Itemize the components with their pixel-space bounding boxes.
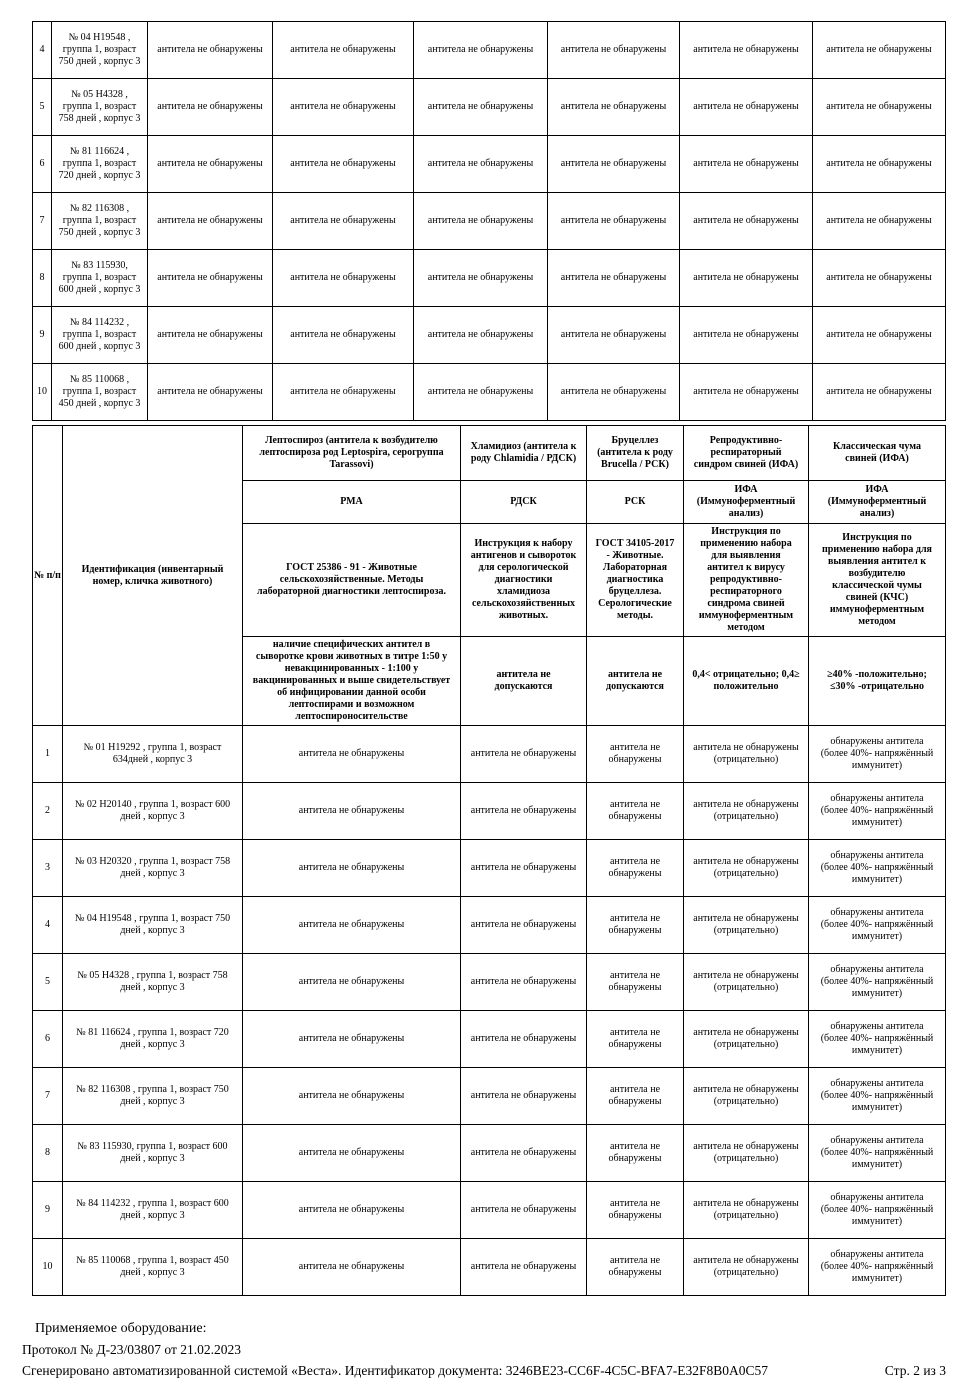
result-cell: антитела не обнаружены [414, 136, 548, 193]
header-num: № п/п [33, 426, 63, 726]
header-standard-cell: Инструкция по применению набора для выявления антител к вирусу репродуктивно-респираторного синдрома свиней иммуноферментным методом [684, 524, 809, 637]
identification-cell: № 82 116308 , группа 1, возраст 750 дней , корпус 3 [52, 193, 148, 250]
identification-cell: № 83 115930, группа 1, возраст 600 дней , корпус 3 [63, 1125, 243, 1182]
result-cell: антитела не обнаружены [813, 22, 946, 79]
result-cell: антитела не обнаружены (отрицательно) [684, 783, 809, 840]
header-standard-cell: Инструкция к набору антигенов и сывороток для серологической диагностики хламидиоза сельскохозяйственных животных. [461, 524, 587, 637]
result-cell: антитела не обнаружены [587, 840, 684, 897]
result-cell: антитела не обнаружены (отрицательно) [684, 1182, 809, 1239]
result-cell: антитела не обнаружены [148, 22, 273, 79]
table-row [33, 1011, 946, 1068]
result-cell: антитела не обнаружены [548, 250, 680, 307]
table-row [33, 783, 946, 840]
result-cell: антитела не обнаружены [461, 897, 587, 954]
result-cell: антитела не обнаружены [680, 364, 813, 421]
result-cell: антитела не обнаружены [243, 1068, 461, 1125]
row-number-cell: 8 [33, 1125, 63, 1182]
identification-cell: № 83 115930, группа 1, возраст 600 дней , корпус 3 [52, 250, 148, 307]
header-criteria-cell: ≥40% -положительно; ≤30% -отрицательно [809, 637, 946, 726]
equipment-label: Применяемое оборудование: [35, 1321, 207, 1336]
result-cell: антитела не обнаружены [680, 79, 813, 136]
result-cell: антитела не обнаружены [587, 897, 684, 954]
result-cell: антитела не обнаружены [273, 364, 414, 421]
identification-cell: № 01 H19292 , группа 1, возраст 634дней , корпус 3 [63, 726, 243, 783]
row-number-cell: 4 [33, 897, 63, 954]
row-number-cell: 5 [33, 79, 52, 136]
result-cell: антитела не обнаружены [680, 250, 813, 307]
result-cell: антитела не обнаружены [461, 726, 587, 783]
result-cell: антитела не обнаружены [680, 22, 813, 79]
header-disease-leptospirosis: Лептоспироз (антитела к возбудителю лептоспироза род Leptospira, серогруппа Tarassovi) [243, 426, 461, 481]
result-cell: антитела не обнаружены [273, 193, 414, 250]
result-cell: антитела не обнаружены [587, 1011, 684, 1068]
result-cell: антитела не обнаружены [414, 22, 548, 79]
identification-cell: № 84 114232 , группа 1, возраст 600 дней , корпус 3 [52, 307, 148, 364]
result-cell: обнаружены антитела (более 40%- напряжённый иммунитет) [809, 1068, 946, 1125]
result-cell: антитела не обнаружены [148, 193, 273, 250]
result-cell: антитела не обнаружены [243, 1011, 461, 1068]
identification-cell: № 84 114232 , группа 1, возраст 600 дней , корпус 3 [63, 1182, 243, 1239]
result-cell: антитела не обнаружены [587, 1068, 684, 1125]
result-cell: антитела не обнаружены [243, 840, 461, 897]
header-criteria-cell: антитела не допускаются [587, 637, 684, 726]
row-number-cell: 3 [33, 840, 63, 897]
row-number-cell: 6 [33, 136, 52, 193]
header-criteria-cell: 0,4< отрицательно; 0,4≥ положительно [684, 637, 809, 726]
header-method-cell: ИФА (Иммуноферментный анализ) [684, 481, 809, 524]
header-disease-chlamydia: Хламидиоз (антитела к роду Chlamidia / РДСК) [461, 426, 587, 481]
continued-results-table [32, 21, 946, 421]
result-cell: антитела не обнаружены [414, 250, 548, 307]
result-cell: антитела не обнаружены [243, 783, 461, 840]
result-cell: антитела не обнаружены [587, 1239, 684, 1296]
header-method-cell: РСК [587, 481, 684, 524]
result-cell: антитела не обнаружены [148, 250, 273, 307]
result-cell: антитела не обнаружены [148, 307, 273, 364]
row-number-cell: 2 [33, 783, 63, 840]
result-cell: антитела не обнаружены [587, 1125, 684, 1182]
identification-cell: № 81 116624 , группа 1, возраст 720 дней , корпус 3 [52, 136, 148, 193]
result-cell: антитела не обнаружены [813, 307, 946, 364]
result-cell: антитела не обнаружены [587, 783, 684, 840]
result-cell: антитела не обнаружены [243, 954, 461, 1011]
result-cell: антитела не обнаружены [243, 897, 461, 954]
identification-cell: № 81 116624 , группа 1, возраст 720 дней , корпус 3 [63, 1011, 243, 1068]
row-number-cell: 6 [33, 1011, 63, 1068]
table-row [33, 193, 946, 250]
result-cell: антитела не обнаружены [813, 79, 946, 136]
table-row [33, 364, 946, 421]
result-cell: обнаружены антитела (более 40%- напряжённый иммунитет) [809, 840, 946, 897]
table-row [33, 136, 946, 193]
header-method-cell: РДСК [461, 481, 587, 524]
row-number-cell: 8 [33, 250, 52, 307]
result-cell: антитела не обнаружены [813, 250, 946, 307]
table-row [33, 1182, 946, 1239]
result-cell: обнаружены антитела (более 40%- напряжённый иммунитет) [809, 1125, 946, 1182]
result-cell: антитела не обнаружены [461, 1125, 587, 1182]
identification-cell: № 05 H4328 , группа 1, возраст 758 дней , корпус 3 [52, 79, 148, 136]
result-cell: антитела не обнаружены [148, 136, 273, 193]
result-cell: антитела не обнаружены (отрицательно) [684, 726, 809, 783]
identification-cell: № 04 H19548 , группа 1, возраст 750 дней , корпус 3 [52, 22, 148, 79]
result-cell: антитела не обнаружены [243, 726, 461, 783]
result-cell: обнаружены антитела (более 40%- напряжённый иммунитет) [809, 1182, 946, 1239]
protocol-number: Протокол № Д-23/03807 от 21.02.2023 [22, 1342, 242, 1357]
result-cell: антитела не обнаружены [273, 307, 414, 364]
result-cell: антитела не обнаружены [414, 193, 548, 250]
result-cell: антитела не обнаружены [813, 364, 946, 421]
table-row [33, 897, 946, 954]
result-cell: обнаружены антитела (более 40%- напряжённый иммунитет) [809, 1239, 946, 1296]
result-cell: антитела не обнаружены [273, 136, 414, 193]
result-cell: антитела не обнаружены (отрицательно) [684, 1125, 809, 1182]
header-standard-cell: ГОСТ 25386 - 91 - Животные сельскохозяйственные. Методы лабораторной диагностики лептоспироза. [243, 524, 461, 637]
table-row [33, 1239, 946, 1296]
row-number-cell: 7 [33, 193, 52, 250]
result-cell: антитела не обнаружены (отрицательно) [684, 1011, 809, 1068]
table-row [33, 840, 946, 897]
header-standard-cell: Инструкция по применению набора для выявления антител к возбудителю классической чумы свиней (КЧС) иммуноферментным методом [809, 524, 946, 637]
result-cell: антитела не обнаружены [273, 250, 414, 307]
table-row [33, 307, 946, 364]
result-cell: антитела не обнаружены [243, 1239, 461, 1296]
page-footer [0, 1317, 968, 1379]
table-row [33, 1125, 946, 1182]
result-cell: антитела не обнаружены [273, 79, 414, 136]
identification-cell: № 85 110068 , группа 1, возраст 450 дней , корпус 3 [52, 364, 148, 421]
result-cell: антитела не обнаружены [548, 136, 680, 193]
header-method-cell: РМА [243, 481, 461, 524]
result-cell: антитела не обнаружены [680, 193, 813, 250]
result-cell: антитела не обнаружены [273, 22, 414, 79]
result-cell: антитела не обнаружены [148, 79, 273, 136]
result-cell: антитела не обнаружены (отрицательно) [684, 840, 809, 897]
result-cell: антитела не обнаружены (отрицательно) [684, 1068, 809, 1125]
row-number-cell: 4 [33, 22, 52, 79]
result-cell: антитела не обнаружены [243, 1182, 461, 1239]
table-row [33, 954, 946, 1011]
table-row [33, 1068, 946, 1125]
identification-cell: № 85 110068 , группа 1, возраст 450 дней , корпус 3 [63, 1239, 243, 1296]
result-cell: антитела не обнаружены (отрицательно) [684, 954, 809, 1011]
result-cell: антитела не обнаружены [243, 1125, 461, 1182]
result-cell: антитела не обнаружены [813, 136, 946, 193]
identification-cell: № 05 H4328 , группа 1, возраст 758 дней , корпус 3 [63, 954, 243, 1011]
result-cell: антитела не обнаружены [548, 79, 680, 136]
table-row [33, 79, 946, 136]
page-number: Стр. 2 из 3 [884, 1363, 946, 1378]
result-cell: антитела не обнаружены [680, 136, 813, 193]
identification-cell: № 04 H19548 , группа 1, возраст 750 дней , корпус 3 [63, 897, 243, 954]
result-cell: антитела не обнаружены (отрицательно) [684, 1239, 809, 1296]
header-standard-cell: ГОСТ 34105-2017 - Животные. Лабораторная диагностика бруцеллеза. Серологические методы. [587, 524, 684, 637]
row-number-cell: 1 [33, 726, 63, 783]
result-cell: антитела не обнаружены [414, 307, 548, 364]
row-number-cell: 5 [33, 954, 63, 1011]
header-disease-csf: Классическая чума свиней (ИФА) [809, 426, 946, 481]
header-criteria-cell: наличие специфических антител в сыворотке крови животных в титре 1:50 у невакцинированных - 1:100 у вакцинированных и выше свидетельствует об инфицировании данной особи лептоспирами и возможном лептоспироносительстве [243, 637, 461, 726]
table-row [33, 726, 946, 783]
row-number-cell: 9 [33, 307, 52, 364]
table-row [33, 22, 946, 79]
result-cell: обнаружены антитела (более 40%- напряжённый иммунитет) [809, 783, 946, 840]
result-cell: антитела не обнаружены [680, 307, 813, 364]
result-cell: антитела не обнаружены [548, 364, 680, 421]
result-cell: антитела не обнаружены [148, 364, 273, 421]
row-number-cell: 10 [33, 364, 52, 421]
result-cell: антитела не обнаружены [548, 193, 680, 250]
result-cell: антитела не обнаружены [461, 1068, 587, 1125]
identification-cell: № 02 H20140 , группа 1, возраст 600 дней , корпус 3 [63, 783, 243, 840]
table-row [33, 250, 946, 307]
row-number-cell: 10 [33, 1239, 63, 1296]
result-cell: антитела не обнаружены [461, 783, 587, 840]
result-cell: антитела не обнаружены [461, 840, 587, 897]
result-cell: обнаружены антитела (более 40%- напряжённый иммунитет) [809, 954, 946, 1011]
result-cell: антитела не обнаружены [461, 1239, 587, 1296]
result-cell: антитела не обнаружены [461, 954, 587, 1011]
header-identification: Идентификация (инвентарный номер, кличка животного) [63, 426, 243, 726]
identification-cell: № 82 116308 , группа 1, возраст 750 дней , корпус 3 [63, 1068, 243, 1125]
header-disease-brucellosis: Бруцеллез (антитела к роду Brucella / РСК) [587, 426, 684, 481]
result-cell: антитела не обнаружены [461, 1011, 587, 1068]
serology-results-table [32, 425, 946, 1296]
result-cell: обнаружены антитела (более 40%- напряжённый иммунитет) [809, 897, 946, 954]
result-cell: антитела не обнаружены [587, 726, 684, 783]
header-row-diseases [33, 426, 946, 481]
result-cell: антитела не обнаружены [414, 79, 548, 136]
result-cell: антитела не обнаружены [548, 307, 680, 364]
row-number-cell: 9 [33, 1182, 63, 1239]
result-cell: антитела не обнаружены [587, 1182, 684, 1239]
generated-note: Сгенерировано автоматизированной системой «Веста». Идентификатор документа: 3246BE23-CC6F-4C5C-BFA7-E32F8B0A0C57 [22, 1363, 769, 1378]
row-number-cell: 7 [33, 1068, 63, 1125]
result-cell: антитела не обнаружены [587, 954, 684, 1011]
result-cell: обнаружены антитела (более 40%- напряжённый иммунитет) [809, 1011, 946, 1068]
header-criteria-cell: антитела не допускаются [461, 637, 587, 726]
result-cell: антитела не обнаружены [813, 193, 946, 250]
result-cell: антитела не обнаружены [461, 1182, 587, 1239]
result-cell: антитела не обнаружены [414, 364, 548, 421]
identification-cell: № 03 H20320 , группа 1, возраст 758 дней , корпус 3 [63, 840, 243, 897]
result-cell: обнаружены антитела (более 40%- напряжённый иммунитет) [809, 726, 946, 783]
result-cell: антитела не обнаружены (отрицательно) [684, 897, 809, 954]
generated-row [22, 1363, 946, 1379]
header-method-cell: ИФА (Иммуноферментный анализ) [809, 481, 946, 524]
result-cell: антитела не обнаружены [548, 22, 680, 79]
header-disease-prrs: Репродуктивно-респираторный синдром свиней (ИФА) [684, 426, 809, 481]
